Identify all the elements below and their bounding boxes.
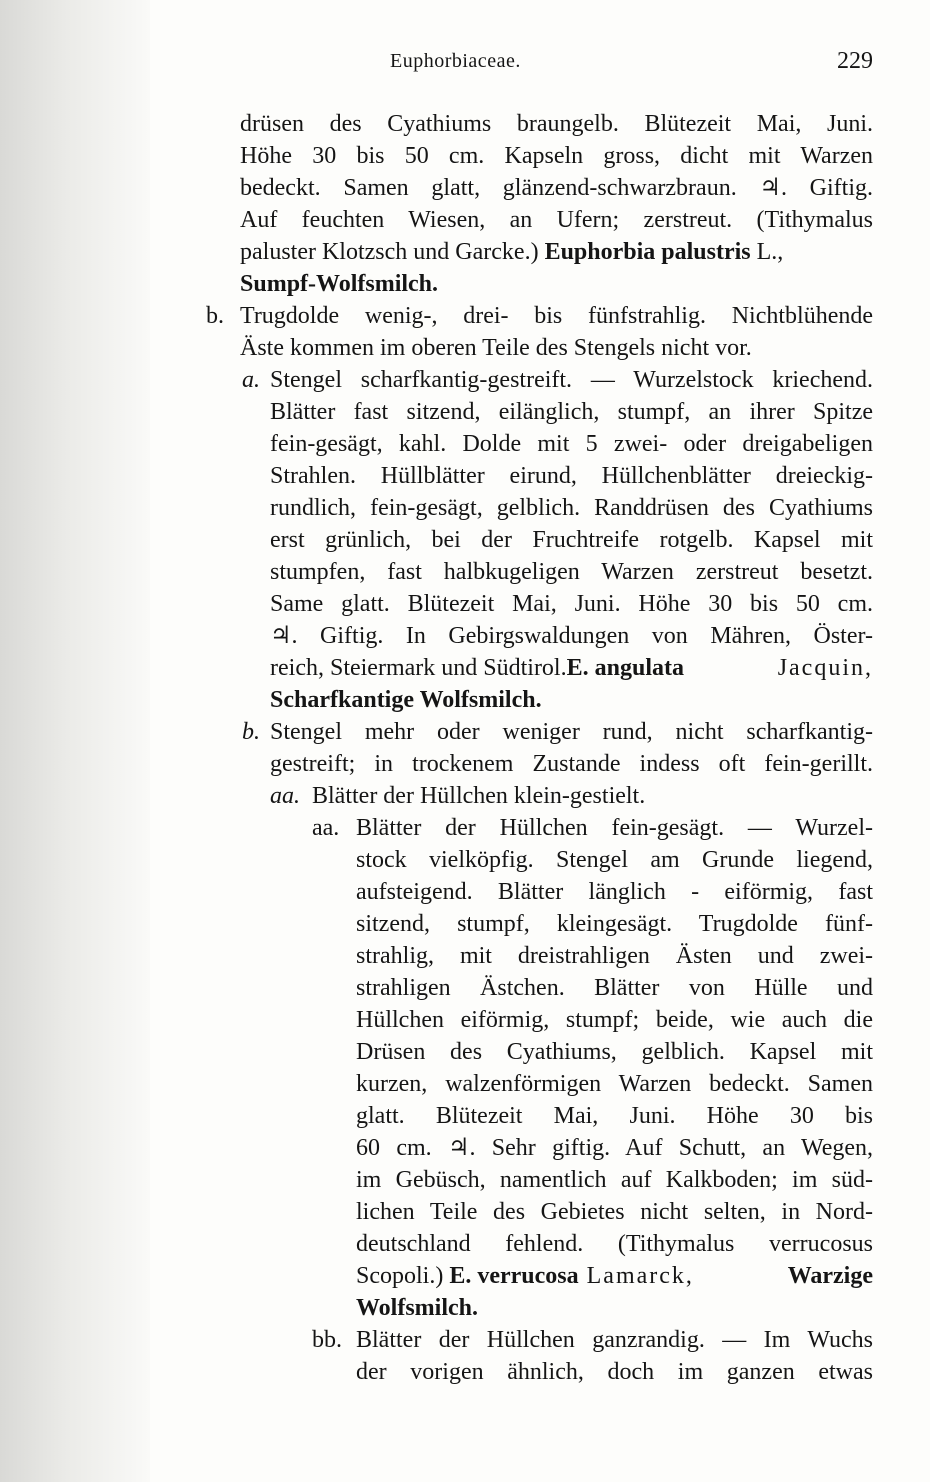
text-line: gestreift; in trockenem Zustande indess oft fein-gerillt.	[270, 751, 873, 777]
author-name: Lamarck,	[578, 1263, 702, 1289]
text-line: Blätter der Hüllchen fein-gesägt. — Wurzel-	[356, 815, 873, 841]
species-name: E. angulata	[566, 655, 684, 681]
key-label: b.	[206, 303, 224, 329]
common-name: Wolfsmilch.	[356, 1295, 479, 1321]
text-line	[240, 236, 873, 268]
text-line: Hüllchen eiförmig, stumpf; beide, wie auch die	[356, 1007, 873, 1033]
text-line: glatt. Blütezeit Mai, Juni. Höhe 30 bis	[356, 1103, 873, 1129]
page-header	[240, 50, 873, 84]
text-line: Auf feuchten Wiesen, an Ufern; zerstreut. (Tithymalus	[240, 207, 873, 233]
text-line: der vorigen ähnlich, doch im ganzen etwas	[356, 1359, 873, 1385]
text-line: Drüsen des Cyathiums, gelblich. Kapsel mit	[356, 1039, 873, 1065]
common-name: Sumpf-Wolfsmilch.	[240, 271, 439, 297]
species-name: Euphorbia palustris	[544, 239, 751, 265]
text-line: kurzen, walzenförmigen Warzen bedeckt. Samen	[356, 1071, 873, 1097]
text-segment: L.,	[750, 239, 784, 265]
text-line: Äste kommen im oberen Teile des Stengels nicht vor.	[240, 335, 752, 361]
text-line: stock vielköpfig. Stengel am Grunde liegend,	[356, 847, 873, 873]
text-line: strahlig, mit dreistrahligen Ästen und zwei-	[356, 943, 873, 969]
text-line: Höhe 30 bis 50 cm. Kapseln gross, dicht mit Warzen	[240, 143, 873, 169]
text-line: stumpfen, fast halbkugeligen Warzen zerstreut besetzt.	[270, 559, 873, 585]
text-line: drüsen des Cyathiums braungelb. Blütezeit Mai, Juni.	[240, 111, 873, 137]
text-line: Blätter der Hüllchen ganzrandig. — Im Wuchs	[356, 1327, 873, 1353]
text-segment: paluster Klotzsch und Garcke.)	[240, 239, 545, 265]
text-line: im Gebüsch, namentlich auf Kalkboden; im süd-	[356, 1167, 873, 1193]
text-line: rundlich, fein-gesägt, gelblich. Randdrüsen des Cyathiums	[270, 495, 873, 521]
text-line: Stengel mehr oder weniger rund, nicht scharfkantig-	[270, 719, 873, 745]
key-label: a.	[242, 367, 260, 393]
text-segment: reich, Steiermark und Südtirol.	[270, 655, 567, 681]
species-name: E. verrucosa	[449, 1263, 579, 1289]
text-line: Trugdolde wenig-, drei- bis fünfstrahlig. Nichtblühende	[240, 303, 873, 329]
running-head: Euphorbiaceae.	[390, 50, 521, 72]
text-line: sitzend, stumpf, kleingesägt. Trugdolde fünf-	[356, 911, 873, 937]
text-line: bedeckt. Samen glatt, glänzend-schwarzbraun. ♃. Giftig.	[240, 175, 873, 201]
text-line: Stengel scharfkantig-gestreift. — Wurzelstock kriechend.	[270, 367, 873, 393]
text-line: erst grünlich, bei der Fruchtreife rotgelb. Kapsel mit	[270, 527, 873, 553]
common-name: Scharfkantige Wolfsmilch.	[270, 687, 542, 713]
text-segment: Scopoli.)	[356, 1263, 450, 1289]
key-label: b.	[242, 719, 260, 745]
author-name: Jacquin,	[777, 655, 873, 681]
key-label: aa.	[270, 783, 300, 809]
key-label: bb.	[312, 1327, 342, 1353]
text-line	[356, 1260, 873, 1292]
text-line: deutschland fehlend. (Tithymalus verrucosus	[356, 1231, 873, 1257]
key-label: aa.	[312, 815, 340, 841]
text-line: ♃. Giftig. In Gebirgswaldungen von Mähren, Öster-	[270, 623, 873, 649]
common-name: Warzige	[787, 1263, 873, 1289]
page-number: 229	[837, 48, 873, 74]
text-line: lichen Teile des Gebietes nicht selten, in Nord-	[356, 1199, 873, 1225]
text-line: Strahlen. Hüllblätter eirund, Hüllchenblätter dreieckig-	[270, 463, 873, 489]
page-edge-shadow	[0, 0, 150, 1482]
text-line: Blätter der Hüllchen klein-gestielt.	[312, 783, 646, 809]
text-line: fein-gesägt, kahl. Dolde mit 5 zwei- oder dreigabeligen	[270, 431, 873, 457]
text-line: strahligen Ästchen. Blätter von Hülle und	[356, 975, 873, 1001]
text-line: Blätter fast sitzend, eilänglich, stumpf, an ihrer Spitze	[270, 399, 873, 425]
text-line: Same glatt. Blütezeit Mai, Juni. Höhe 30 bis 50 cm.	[270, 591, 873, 617]
text-line: aufsteigend. Blätter länglich - eiförmig, fast	[356, 879, 873, 905]
text-line: 60 cm. ♃. Sehr giftig. Auf Schutt, an Wegen,	[356, 1135, 873, 1161]
text-line	[270, 652, 873, 684]
